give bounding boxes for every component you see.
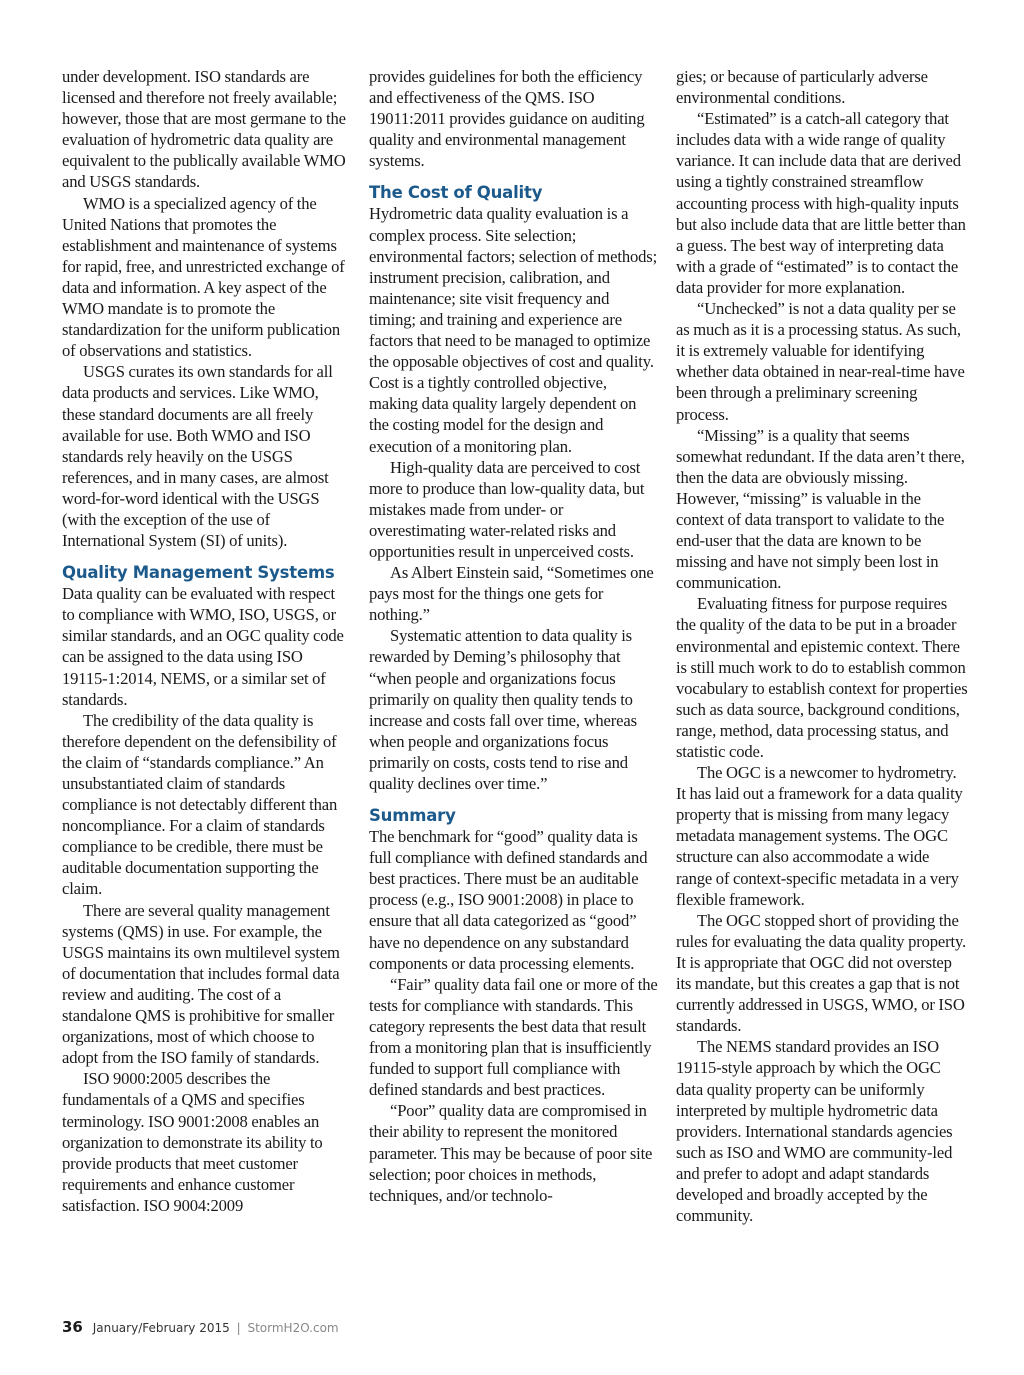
article-column-3 (676, 66, 968, 1226)
article-paragraph: There are several quality management systems (QMS) in use. For example, the USGS maintains its own multilevel system of documentation that includes formal data review and auditing. The cost of a standalone QMS is prohibitive for smaller organizations, most of which choose to adopt from the ISO family of standards. (62, 900, 340, 1068)
section-heading: The Cost of Quality (369, 183, 543, 203)
section-heading: Summary (369, 806, 456, 826)
article-column-1 (62, 66, 351, 1216)
article-paragraph: The credibility of the data quality is therefore dependent on the defensibility of the claim of “standards compliance.” An unsubstantiated claim of standards compliance is not detectably different than noncompliance. For a claim of standards compliance to be credible, there must be auditable documentation supporting the claim. (62, 710, 338, 899)
article-paragraph: USGS curates its own standards for all data products and services. Like WMO, these standard documents are all freely available for use. Both WMO and ISO standards rely heavily on the USGS references, and in many cases, are almost word-for-word identical with the USGS (with the exception of the use of International System (SI) of units). (62, 362, 333, 551)
article-paragraph: “Poor” quality data are compromised in their ability to represent the monitored parameter. This may be because of poor site selection; poor choices in methods, techniques, and/or technolo- (369, 1101, 653, 1205)
article-paragraph: under development. ISO standards are licensed and therefore not freely available; however, those that are most germane to the evaluation of hydrometric data quality are equivalent to the publically available WMO and USGS standards. (62, 67, 346, 192)
site-name: StormH2O.com (247, 1321, 339, 1335)
article-paragraph: The NEMS standard provides an ISO 19115-style approach by which the OGC data quality property can be uniformly interpreted by multiple hydrometric data providers. International standards agencies such as ISO and WMO are community-led and prefer to adopt and adapt standards developed and broadly accepted by the community. (676, 1037, 953, 1226)
article-paragraph: gies; or because of particularly adverse environmental conditions. (676, 67, 928, 108)
article-paragraph: Data quality can be evaluated with respect to compliance with WMO, ISO, USGS, or similar standards, and an OGC quality code can be assigned to the data using ISO 19115-1:2014, NEMS, or a similar set of standards. (62, 584, 344, 709)
article-paragraph: provides guidelines for both the efficiency and effectiveness of the QMS. ISO 19011:2011 provides guidance on auditing quality and environmental management systems. (369, 67, 645, 171)
issue-date: January/February 2015 (92, 1321, 230, 1335)
article-paragraph: Evaluating fitness for purpose requires the quality of the data to be put in a broader environmental and epistemic context. There is still much work to do to establish common vocabulary to establish context for properties such as data source, background conditions, range, method, data processing status, and statistic code. (676, 594, 968, 761)
article-paragraph: “Fair” quality data fail one or more of the tests for compliance with standards. This category represents the best data that result from a monitoring plan that is insufficiently funded to support full compliance with defined standards and best practices. (369, 974, 658, 1100)
article-paragraph: WMO is a specialized agency of the United Nations that promotes the establishment and maintenance of systems for rapid, free, and unrestricted exchange of data and information. A key aspect of the WMO mandate is to promote the standardization for the uniform publication of observations and statistics. (62, 193, 345, 361)
article-paragraph: “Missing” is a quality that seems somewhat redundant. If the data aren’t there, then the data are obviously missing. However, “missing” is valuable in the context of data transport to validate to the end-user that the data are known to be missing and have not simply been lost in communication. (676, 425, 965, 593)
article-paragraph: Hydrometric data quality evaluation is a complex process. Site selection; environmental factors; selection of methods; instrument precision, calibration, and maintenance; site visit frequency and timing; and training and experience are factors that need to be managed to optimize the opposable objectives of cost and quality. Cost is a tightly controlled objective, making data quality largely dependent on the costing model for the design and execution of a monitoring plan. (369, 204, 658, 456)
article-paragraph: The OGC stopped short of providing the rules for evaluating the data quality property. It is appropriate that OGC did not overstep its mandate, but this creates a gap that is not currently addressed in USGS, WMO, or ISO standards. (676, 910, 967, 1036)
article-paragraph: Systematic attention to data quality is rewarded by Deming’s philosophy that “when people and organizations focus primarily on quality then quality tends to increase and costs fall over time, whereas when people and organizations focus primarily on costs, costs tend to rise and quality declines over time.” (369, 626, 637, 793)
article-paragraph: The OGC is a newcomer to hydrometry. It has laid out a framework for a data quality property that is missing from many legacy metadata management systems. The OGC structure can also accommodate a wide range of context-specific metadata in a very flexible framework. (676, 763, 963, 909)
page-footer (62, 1318, 339, 1336)
article-paragraph: The benchmark for “good” quality data is full compliance with defined standards and best practices. There must be an auditable process (e.g., ISO 9001:2008) in place to ensure that all data categorized as “good” have no dependence on any substandard components or data processing elements. (369, 827, 648, 973)
footer-separator: | (236, 1321, 241, 1335)
article-paragraph: “Estimated” is a catch-all category that includes data with a wide range of quality variance. It can include data that are derived using a tightly constrained streamflow accounting process with high-quality inputs but also include data that are little better than a guess. The best way of interpreting data with a grade of “estimated” is to contact the data provider for more explanation. (676, 109, 966, 297)
article-paragraph: “Unchecked” is not a data quality per se as much as it is a processing status. As such, it is extremely valuable for identifying whether data obtained in near-real-time have been through a preliminary screening process. (676, 299, 965, 424)
page-number: 36 (62, 1318, 83, 1336)
article-column-2 (369, 66, 659, 1206)
article-paragraph: ISO 9000:2005 describes the fundamentals of a QMS and specifies terminology. ISO 9001:2008 enables an organization to demonstrate its ability to provide products that meet customer requirements and enhance customer satisfaction. ISO 9004:2009 (62, 1069, 323, 1215)
article-paragraph: High-quality data are perceived to cost more to produce than low-quality data, but mistakes made from under- or overestimating water-related risks and opportunities result in unperceived costs. (369, 457, 645, 561)
section-heading: Quality Management Systems (62, 563, 335, 583)
article-paragraph: As Albert Einstein said, “Sometimes one pays most for the things one gets for nothing.” (369, 563, 654, 625)
